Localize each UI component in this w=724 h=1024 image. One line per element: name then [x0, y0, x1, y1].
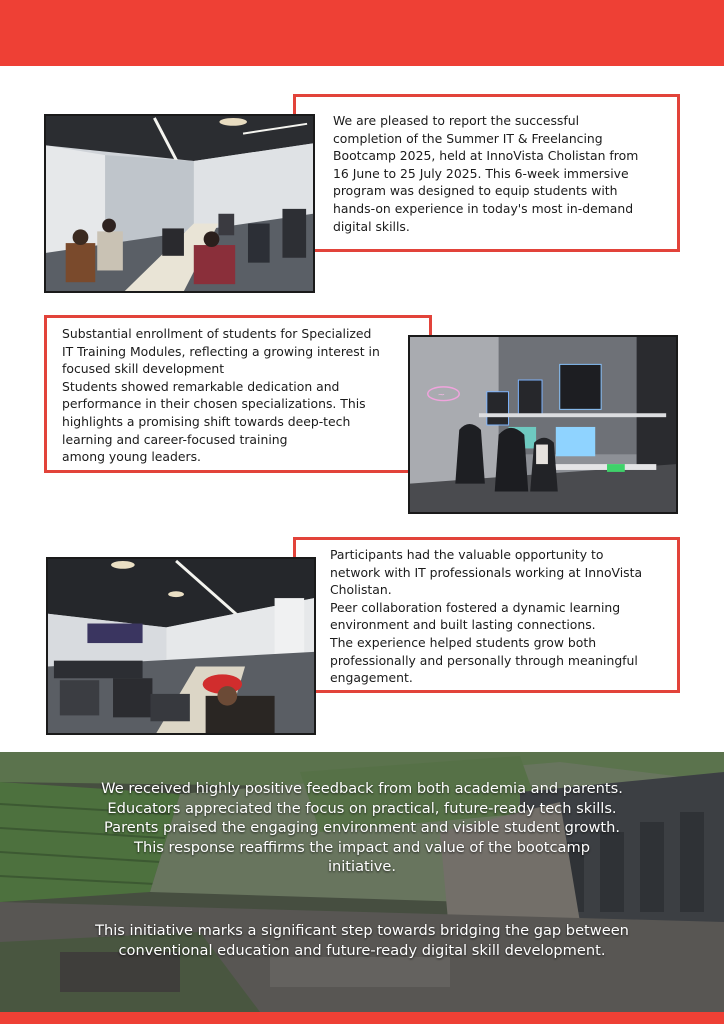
gaming-lab-photo	[408, 335, 678, 514]
svg-text:~: ~	[437, 390, 446, 401]
computer-lab-photo-1	[44, 114, 315, 293]
footer-band	[0, 1012, 724, 1024]
enrollment-text: Substantial enrollment of students for Specialized IT Training Modules, reflecting a growing interest in focused skill development Students showed remarkable dedication and performance in their chosen specializations. This highlights a promising shift towards deep-tech learning and career-focused training among young leaders.	[62, 326, 380, 465]
closing-text: This initiative marks a significant step towards bridging the gap between conventional education and future-ready digital skill development.	[95, 922, 629, 959]
computer-lab-photo-2	[46, 557, 316, 735]
header-band	[0, 0, 724, 66]
campus-background	[0, 752, 724, 1012]
feedback-text: We received highly positive feedback from both academia and parents. Educators appreciated the focus on practical, future-ready tech skills. Parents praised the engaging environment and visible student growth. This response reaffirms the impact and value of the bootcamp initiative.	[101, 780, 623, 876]
intro-text: We are pleased to report the successful completion of the Summer IT & Freelancing Bootcamp 2025, held at InnoVista Cholistan from 16 June to 25 July 2025. This 6-week immersive program was designed to equip students with hands-on experience in today's most in-demand digital skills.	[333, 113, 639, 234]
networking-text: Participants had the valuable opportunity to network with IT professionals working at InnoVista Cholistan. Peer collaboration fostered a dynamic learning environment and built lasting connections. The experience helped students grow both professionally and personally through meaningful engagement.	[330, 547, 643, 686]
